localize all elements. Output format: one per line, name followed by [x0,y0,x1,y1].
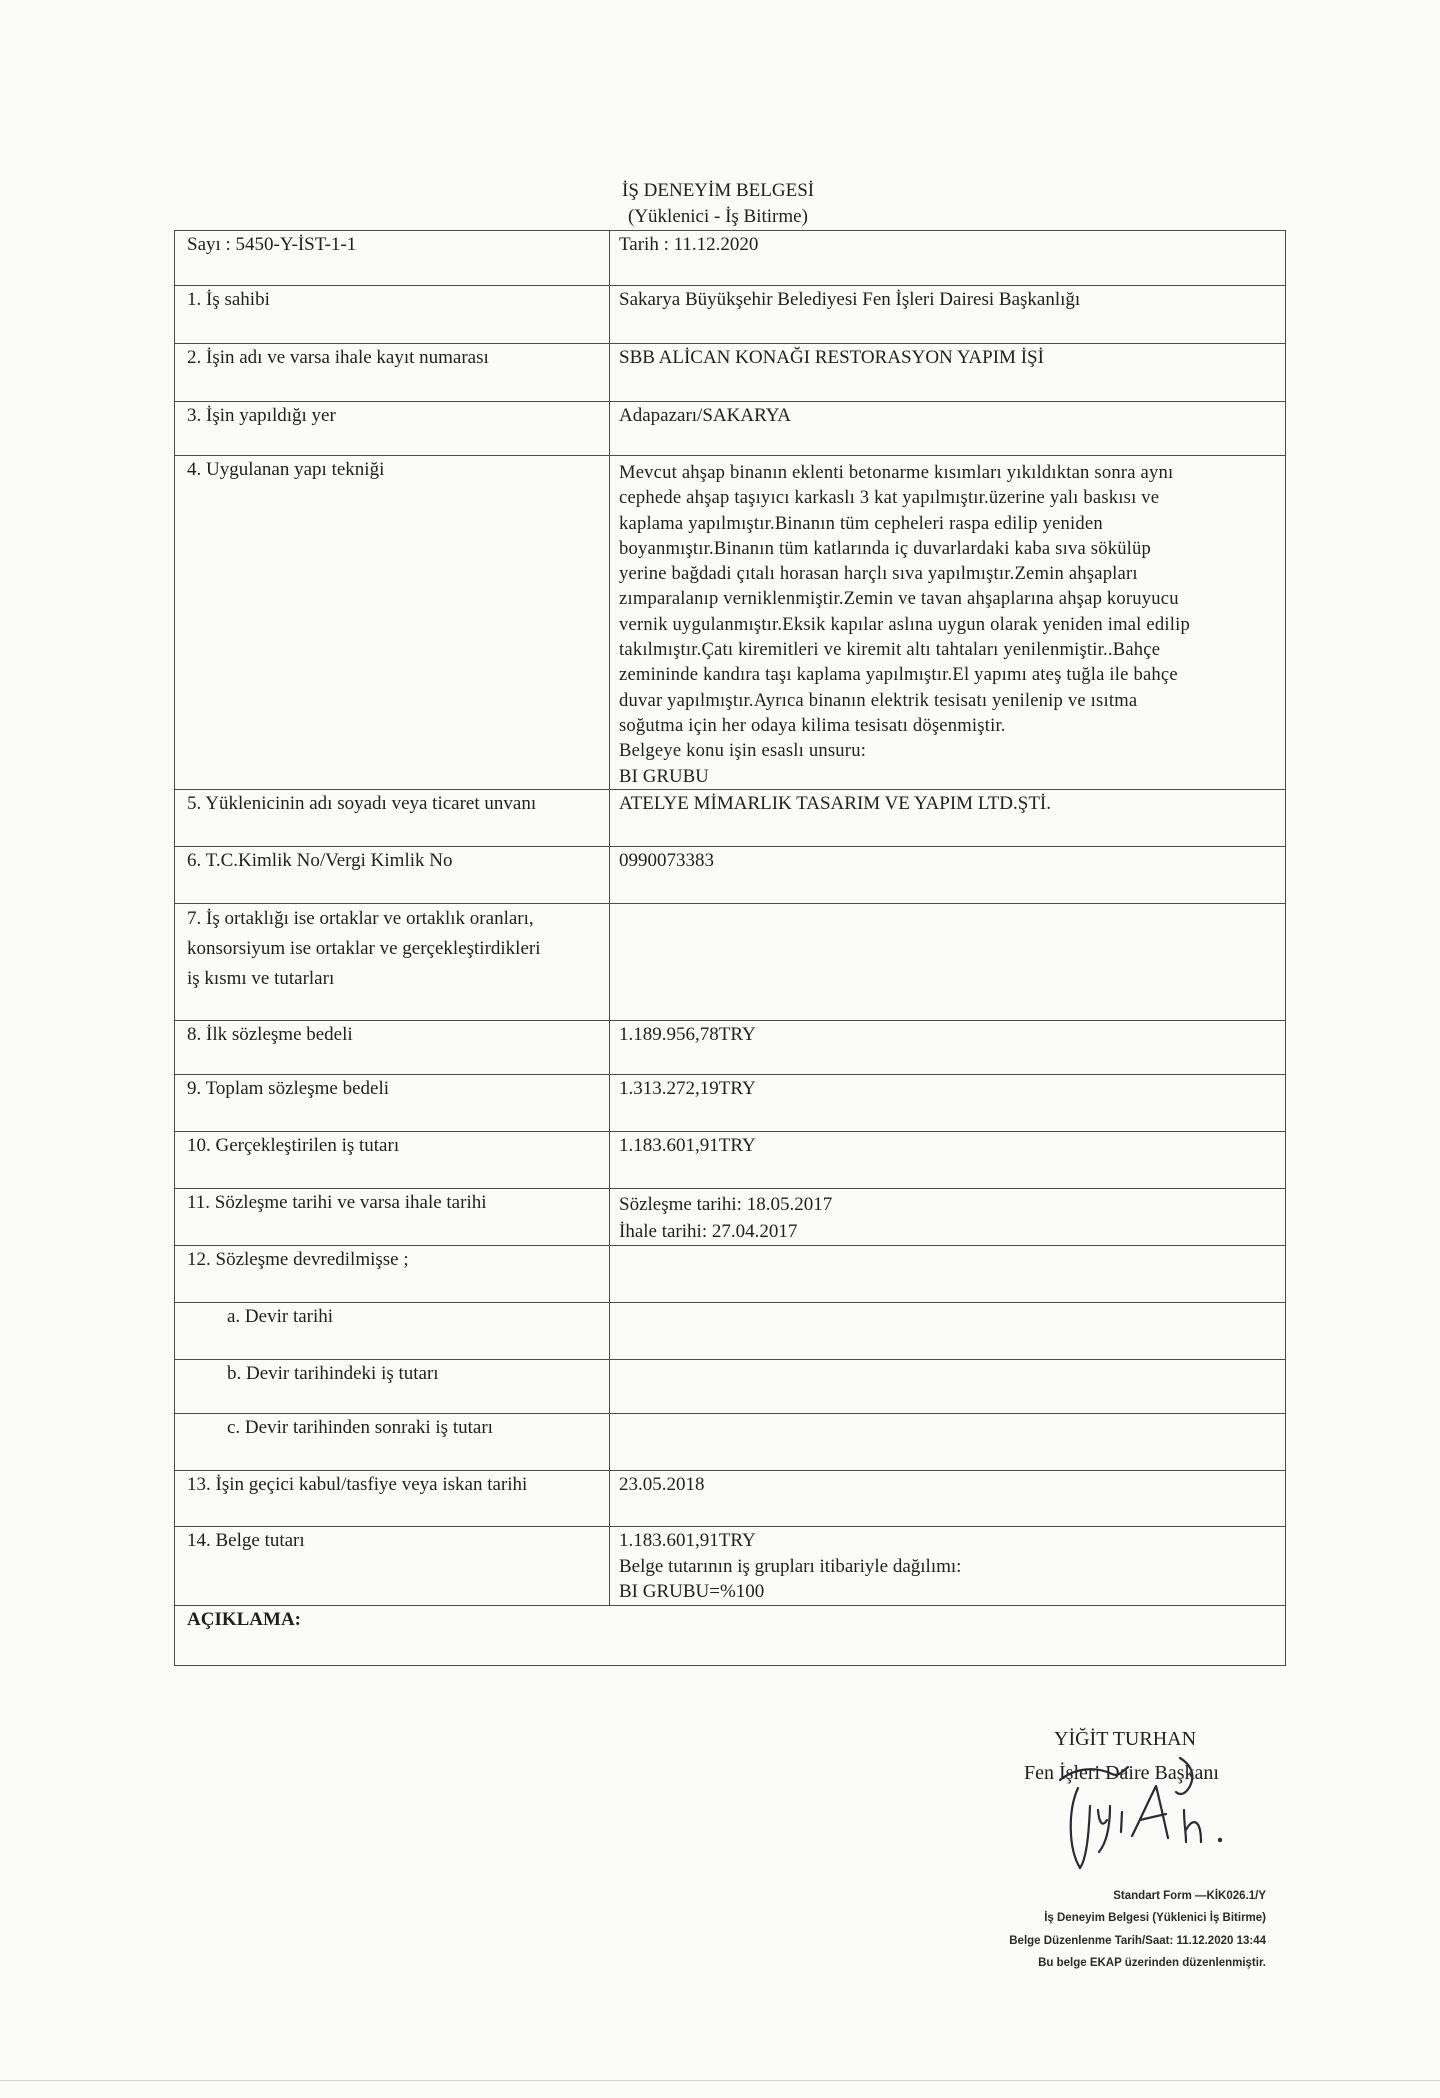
handwritten-signature-icon [1040,1750,1240,1880]
row-4-value [610,456,1286,790]
row-2-value: SBB ALİCAN KONAĞI RESTORASYON YAPIM İŞİ [610,344,1286,402]
row-6 [175,847,1286,904]
document-number: Sayı : 5450-Y-İST-1-1 [175,231,610,286]
contract-date: Sözleşme tarihi: 18.05.2017 [619,1194,833,1215]
certificate-amount: 1.183.601,91TRY [619,1530,756,1551]
row-2 [175,344,1286,402]
distribution-value: BI GRUBU=%100 [619,1581,765,1602]
row-7-label-line: 7. İş ortaklığı ise ortaklar ve ortaklık oranları, [187,908,534,929]
row-12b-value [610,1360,1286,1414]
row-10-value: 1.183.601,91TRY [610,1132,1286,1189]
footer-ekap-note: Bu belge EKAP üzerinden düzenlenmiştir. [1038,1956,1266,1969]
footer-form-code: Standart Form —KİK026.1/Y [1113,1890,1266,1902]
row-8 [175,1021,1286,1075]
row-12a-label: a. Devir tarihi [175,1303,610,1360]
description-line: Mevcut ahşap binanın eklenti betonarme kısımları yıkıldıktan sonra aynı [619,462,1174,483]
row-11-label: 11. Sözleşme tarihi ve varsa ihale tarihi [175,1189,610,1246]
row-3-value: Adapazarı/SAKARYA [610,402,1286,456]
description-line: Belgeye konu işin esaslı unsuru: [619,740,867,762]
row-13 [175,1471,1286,1527]
document-title: İŞ DENEYİM BELGESİ [622,180,815,201]
row-1-label: 1. İş sahibi [175,286,610,344]
row-12a-value [610,1303,1286,1360]
tender-date: İhale tarihi: 27.04.2017 [619,1221,798,1242]
footer-document-type: İş Deneyim Belgesi (Yüklenici İş Bitirme) [1044,1912,1266,1925]
row-8-label: 8. İlk sözleşme bedeli [175,1021,610,1075]
row-1-value: Sakarya Büyükşehir Belediyesi Fen İşleri Dairesi Başkanlığı [610,286,1286,344]
row-8-value: 1.189.956,78TRY [610,1021,1286,1075]
description-line: yerine bağdadi çıtalı horasan harçlı sıva yapılmıştır.Zemin ahşapları [619,563,1138,585]
row-7-label [175,904,610,1021]
row-5 [175,790,1286,847]
row-9-label: 9. Toplam sözleşme bedeli [175,1075,610,1132]
description-line: kaplama yapılmıştır.Binanın tüm cepheleri raspa edilip yeniden [619,512,1103,534]
description-line: vernik uygulanmıştır.Eksik kapılar aslına uygun olarak yeniden imal edilip [619,613,1190,635]
row-10-label: 10. Gerçekleştirilen iş tutarı [175,1132,610,1189]
description-line: boyanmıştır.Binanın tüm katlarında iç duvarlardaki kaba sıva sökülüp [619,537,1152,559]
row-13-label: 13. İşin geçici kabul/tasfiye veya iskan tarihi [175,1471,610,1527]
row-14-label: 14. Belge tutarı [175,1527,610,1606]
document-subtitle: (Yüklenici - İş Bitirme) [628,206,808,227]
footer-issue-datetime: Belge Düzenlenme Tarih/Saat: 11.12.2020 13:44 [1009,1934,1266,1947]
row-12c-label: c. Devir tarihinden sonraki iş tutarı [175,1414,610,1471]
meta-row [175,231,1286,286]
row-12a [175,1303,1286,1360]
row-3 [175,402,1286,456]
row-7 [175,904,1286,1021]
signatory-name: YİĞİT TURHAN [1054,1728,1197,1750]
description-line: duvar yapılmıştır.Ayrıca binanın elektrik tesisatı yenilenip ve ısıtma [619,689,1138,711]
row-14-value [610,1527,1286,1606]
row-1 [175,286,1286,344]
row-2-label: 2. İşin adı ve varsa ihale kayıt numarası [175,344,610,402]
row-4-label: 4. Uygulanan yapı tekniği [175,456,610,790]
row-7-label-line: konsorsiyum ise ortaklar ve gerçekleştirdikleri [187,938,541,959]
explanation-row [175,1605,1286,1665]
row-5-value: ATELYE MİMARLIK TASARIM VE YAPIM LTD.ŞTİ. [610,790,1286,847]
distribution-caption: Belge tutarının iş grupları itibariyle dağılımı: [619,1555,962,1577]
row-10 [175,1132,1286,1189]
explanation-label: AÇIKLAMA: [175,1605,1286,1665]
row-6-label: 6. T.C.Kimlik No/Vergi Kimlik No [175,847,610,904]
row-12 [175,1246,1286,1303]
description-line: soğutma için her odaya kilima tesisatı döşenmiştir. [619,714,1006,736]
signatory-title: Fen İşleri Daire Başkanı [1024,1762,1219,1784]
row-11-value [610,1189,1286,1246]
description-line: zımparalanıp verniklenmiştir.Zemin ve tavan ahşaplarına ahşap koruyucu [619,588,1179,610]
scan-edge-line [0,2080,1440,2081]
row-13-value: 23.05.2018 [610,1471,1286,1527]
description-line: cephede ahşap taşıyıcı karkaslı 3 kat yapılmıştır.üzerine yalı baskısı ve [619,487,1160,509]
row-6-value: 0990073383 [610,847,1286,904]
description-line: BI GRUBU [619,765,709,787]
row-7-value [610,904,1286,1021]
row-7-label-line: iş kısmı ve tutarları [187,968,335,989]
row-12b-label: b. Devir tarihindeki iş tutarı [175,1360,610,1414]
row-9-value: 1.313.272,19TRY [610,1075,1286,1132]
row-5-label: 5. Yüklenicinin adı soyadı veya ticaret unvanı [175,790,610,847]
row-12c-value [610,1414,1286,1471]
footer-info [1009,1885,1266,1974]
certificate-table [174,230,1286,1666]
row-12-value [610,1246,1286,1303]
row-3-label: 3. İşin yapıldığı yer [175,402,610,456]
row-14 [175,1527,1286,1606]
description-line: zemininde kandıra taşı kaplama yapılmıştır.El yapımı ateş tuğla ile bahçe [619,664,1178,686]
row-11 [175,1189,1286,1246]
row-12b [175,1360,1286,1414]
row-9 [175,1075,1286,1132]
document-date: Tarih : 11.12.2020 [610,231,1286,286]
description-line: takılmıştır.Çatı kiremitleri ve kiremit altı tahtaları yenilenmiştir..Bahçe [619,639,1161,661]
row-4 [175,456,1286,790]
row-12-label: 12. Sözleşme devredilmişse ; [175,1246,610,1303]
row-12c [175,1414,1286,1471]
